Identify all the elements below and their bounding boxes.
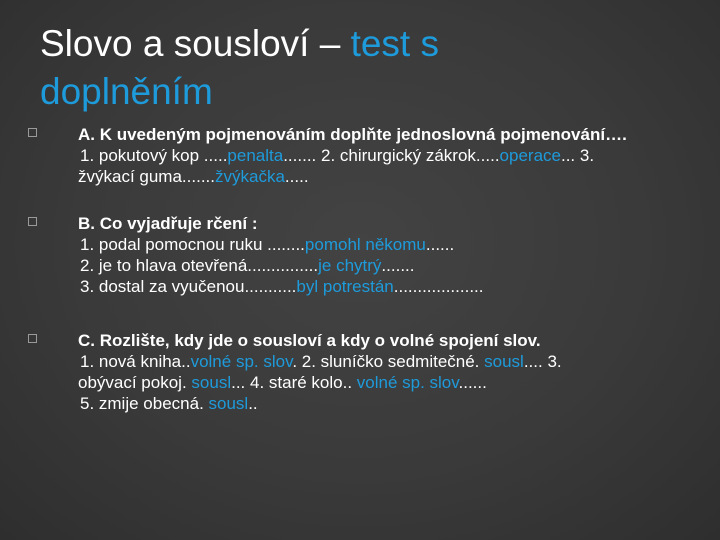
section-b [28,213,698,297]
c-answer-2: sousl [484,352,524,371]
a-answer-operace: operace [499,146,561,165]
title-part1: Slovo a sousloví – [40,23,351,64]
c-line1-mid: . 2. sluníčko sedmitečné. [292,352,485,371]
title-part1-accent: test s [350,23,439,64]
section-c [28,330,698,414]
c-line1-post: .... 3. [523,352,562,371]
c-line2-mid: ... 4. staré kolo.. [231,373,357,392]
c-answer-4: volné sp. slov [356,373,459,392]
c-answer-5: sousl [208,394,249,413]
section-b-heading: B. Co vyjadřuje rčení : [78,214,258,233]
section-b-line3 [78,276,698,297]
a-line1-mid: ....... 2. chirurgický zákrok..... [283,146,500,165]
section-b-row [28,213,698,297]
section-a-heading: A. K uvedeným pojmenováním doplňte jednoslovná pojmenování…. [78,125,627,144]
section-a-line1 [78,145,698,166]
b-line2-post: ....... [381,256,415,275]
b-line3-pre: 3. dostal za vyučenou........... [80,277,297,296]
a-answer-penalta: penalta [227,146,284,165]
slide-title [40,20,680,116]
a-answer-zvykacka: žvýkačka [215,167,285,186]
title-part2: doplněním [40,71,213,112]
section-a-row [28,124,698,187]
section-a-line2 [78,166,698,187]
square-bullet-icon [28,334,37,343]
a-line2-post: ..... [284,167,309,186]
a-line1-pre: 1. pokutový kop ..... [80,146,228,165]
b-line2-pre: 2. je to hlava otevřená............... [80,256,319,275]
b-answer-2: je chytrý [318,256,382,275]
c-line1-pre: 1. nová kniha.. [80,352,191,371]
b-answer-1: pomohl někomu [304,235,426,254]
square-bullet-icon [28,128,37,137]
c-answer-3: sousl [191,373,232,392]
square-bullet-icon [28,217,37,226]
c-answer-1: volné sp. slov [190,352,293,371]
section-c-row [28,330,698,414]
a-line1-post: ... 3. [560,146,595,165]
section-c-line2 [78,372,698,393]
b-line1-post: ...... [425,235,455,254]
section-b-line1 [78,234,698,255]
b-line1-pre: 1. podal pomocnou ruku ........ [80,235,305,254]
section-b-line2 [78,255,698,276]
b-answer-3: byl potrestán [296,277,394,296]
section-c-heading: C. Rozlište, kdy jde o sousloví a kdy o volné spojení slov. [78,331,541,350]
c-line2-post: ...... [458,373,487,392]
section-c-line1 [78,351,698,372]
section-a [28,124,698,187]
b-line3-post: ................... [393,277,484,296]
c-line3-pre: 5. zmije obecná. [80,394,209,413]
a-line2-pre: žvýkací guma....... [78,167,215,186]
c-line3-post: .. [248,394,258,413]
section-c-line3 [78,393,698,414]
c-line2-pre: obývací pokoj. [78,373,192,392]
